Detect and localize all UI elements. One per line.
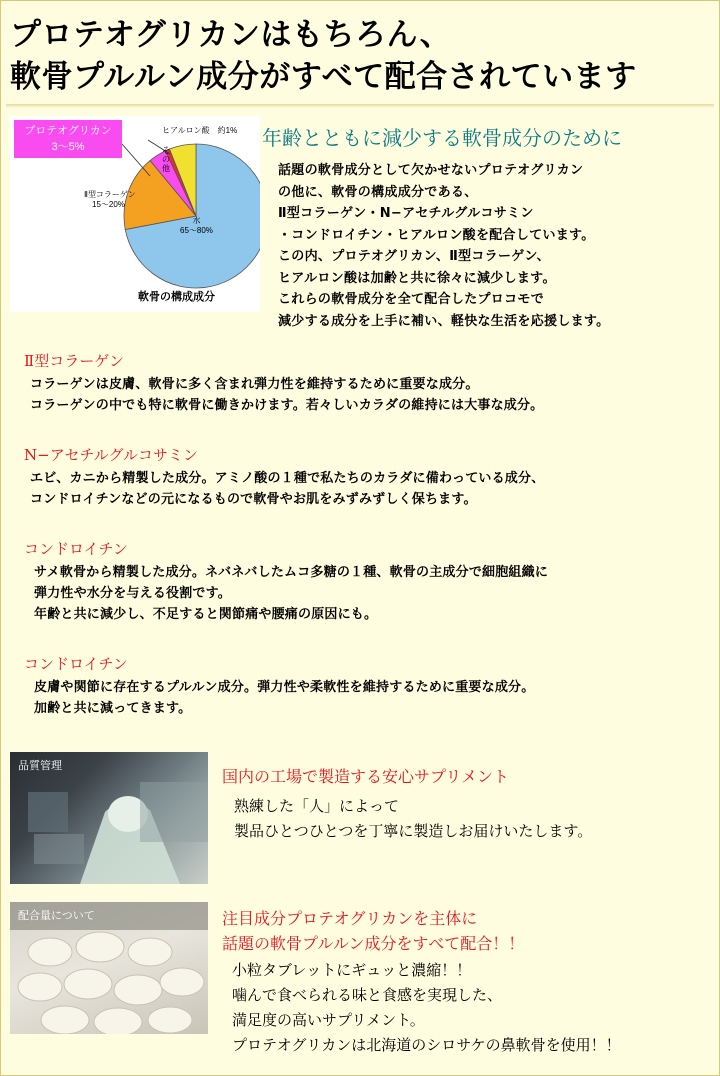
feature2-title (222, 906, 524, 956)
collagen-callout (84, 190, 136, 210)
intro-text (278, 160, 708, 332)
section-line: コラーゲンは皮膚、軟骨に多く含まれ弾力性を維持するために重要な成分。 (30, 377, 479, 392)
section-title-collagen: Ⅱ型コラーゲン (24, 352, 124, 370)
section-body-chondroitin-2 (34, 677, 534, 719)
intro-heading: 年齢とともに減少する軟骨成分のために (262, 126, 622, 150)
feature2-line: 噛んで食べられる味と食感を実現した、 (232, 986, 503, 1004)
title-divider (6, 104, 714, 108)
section-body-glucosamine (30, 468, 544, 510)
hyaluronic-label: ヒアルロン酸 約1% (162, 126, 238, 135)
section-line: 加齢と共に減ってきます。 (34, 701, 192, 716)
water-callout (180, 216, 213, 236)
intro-line: ヒアルロン酸は加齢と共に徐々に減少します。 (278, 270, 556, 286)
feature1-title: 国内の工場で製造する安心サプリメント (222, 767, 510, 786)
proteoglycan-range: 3～5% (51, 141, 85, 153)
title-line-2: 軟骨プルルン成分がすべて配合されています (10, 59, 637, 95)
section-line: 弾力性や水分を与える役割です。 (34, 586, 231, 601)
other-label: その他 (162, 146, 170, 173)
feature1-line: 製品ひとつひとつを丁寧に製造しお届けいたします。 (234, 822, 593, 840)
feature2-title-line: 話題の軟骨プルルン成分をすべて配合！！ (222, 934, 525, 953)
feature2-line: プロテオグリカンは北海道のシロサケの鼻軟骨を使用！！ (232, 1036, 621, 1054)
title-line-1: プロテオグリカンはもちろん、 (10, 17, 452, 53)
proteoglycan-callout (14, 120, 122, 158)
leader-line (122, 144, 150, 176)
section-title-chondroitin-2: コンドロイチン (24, 655, 128, 673)
section-line: サメ軟骨から精製した成分。ネバネバしたムコ多糖の１種、軟骨の主成分で細胞組織に (34, 565, 549, 580)
section-line: 皮膚や関節に存在するプルルン成分。弾力性や柔軟性を維持するために重要な成分。 (34, 680, 535, 695)
intro-line: ・コンドロイチン・ヒアルロン酸を配合しています。 (278, 227, 595, 243)
intro-line: 話題の軟骨成分として欠かせないプロテオグリカン (278, 163, 584, 178)
proteoglycan-label: プロテオグリカン (24, 125, 112, 137)
feature2-line: 小粒タブレットにギュッと濃縮！！ (232, 961, 472, 979)
collagen-range: 15～20% (92, 200, 125, 209)
section-title-chondroitin: コンドロイチン (24, 540, 128, 558)
water-label: 水 (192, 216, 201, 225)
feature2-line: 満足度の高いサプリメント。 (232, 1011, 425, 1029)
section-body-collagen (30, 374, 543, 416)
section-line: エビ、カニから精製した成分。アミノ酸の１種で私たちのカラダに備わっている成分、 (30, 471, 545, 486)
feature2-body (232, 958, 621, 1058)
collagen-label: Ⅱ型コラーゲン (84, 190, 136, 199)
section-line: コンドロイチンなどの元になるもので軟骨やお肌をみずみずしく保ちます。 (30, 492, 477, 507)
intro-line: Ⅱ型コラーゲン・N−アセチルグルコサミン (278, 206, 534, 221)
section-line: 年齢と共に減少し、不足すると関節痛や腰痛の原因にも。 (34, 607, 378, 622)
feature1-body (234, 794, 592, 844)
intro-line: これらの軟骨成分を全て配合したプロコモで (278, 292, 545, 307)
intro-line: の他に、軟骨の構成成分である、 (278, 184, 478, 200)
section-title-glucosamine: N−アセチルグルコサミン (24, 446, 199, 464)
cartilage-composition-chart (10, 116, 260, 312)
water-range: 65～80% (180, 226, 213, 235)
feature1-line: 熟練した「人」によって (234, 797, 400, 815)
section-body-chondroitin (34, 562, 548, 625)
page-title (10, 14, 710, 98)
feature2-title-line: 注目成分プロテオグリカンを主体に (222, 909, 478, 928)
intro-line: この内、プロテオグリカン、Ⅱ型コラーゲン、 (278, 249, 550, 264)
quality-control-photo (10, 752, 208, 884)
tablets-photo (10, 902, 208, 1034)
intro-line: 減少する成分を上手に補い、軽快な生活を応援します。 (278, 313, 610, 329)
quality-control-tag: 品質管理 (18, 760, 62, 772)
formulation-tag: 配合量について (10, 902, 208, 930)
section-line: コラーゲンの中でも特に軟骨に働きかけます。若々しいカラダの維持には大事な成分。 (30, 398, 544, 413)
pie-caption: 軟骨の構成成分 (138, 291, 215, 303)
